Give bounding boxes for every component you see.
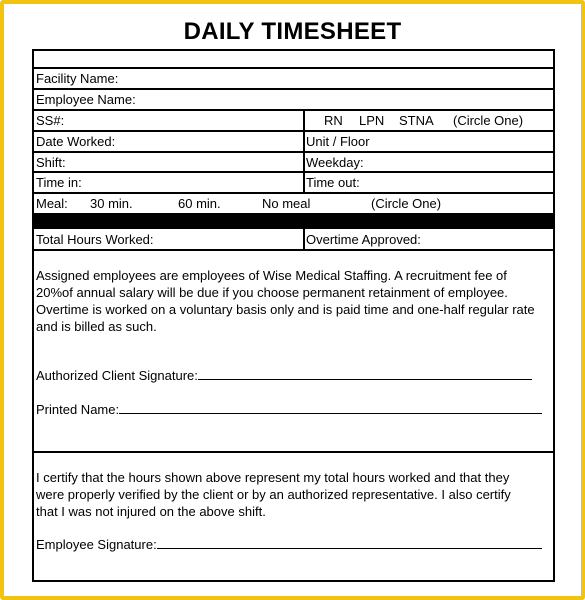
shift-label[interactable]: Shift: <box>36 154 66 170</box>
policy-line: 20%of annual salary will be due if you choose permanent retainment of employee. <box>36 285 508 300</box>
certification-line: I certify that the hours shown above represent my total hours worked and that they <box>36 470 510 485</box>
policy-line: Assigned employees are employees of Wise Medical Staffing. A recruitment fee of <box>36 268 507 283</box>
policy-section <box>34 251 553 453</box>
employee-name-row[interactable] <box>34 90 553 111</box>
shift-row <box>34 153 553 173</box>
hours-row <box>34 229 553 251</box>
timesheet-form <box>32 49 555 582</box>
separator-bar <box>34 213 553 229</box>
meal-option-60[interactable]: 60 min. <box>178 196 221 211</box>
certification-section <box>34 453 553 580</box>
ssn-row <box>34 111 553 132</box>
employee-name-label: Employee Name: <box>36 92 136 107</box>
employee-signature-line[interactable] <box>36 537 542 552</box>
column-divider <box>303 153 305 171</box>
role-lpn[interactable]: LPN <box>359 113 385 128</box>
certification-text <box>36 469 551 520</box>
meal-hint: (Circle One) <box>371 196 442 211</box>
client-signature-line[interactable] <box>36 368 532 383</box>
printed-name-label: Printed Name: <box>36 402 120 417</box>
column-divider <box>303 111 305 130</box>
employee-signature-rule[interactable] <box>157 537 542 549</box>
facility-name-row[interactable] <box>34 69 553 90</box>
role-stna[interactable]: STNA <box>399 113 434 128</box>
meal-row <box>34 194 553 213</box>
policy-line: and is billed as such. <box>36 319 157 334</box>
ssn-label[interactable]: SS#: <box>36 113 65 128</box>
printed-name-rule[interactable] <box>119 402 542 414</box>
client-signature-label: Authorized Client Signature: <box>36 368 198 383</box>
top-band <box>34 51 553 69</box>
meal-option-30[interactable]: 30 min. <box>90 196 133 211</box>
date-worked-label[interactable]: Date Worked: <box>36 134 116 149</box>
column-divider <box>303 173 305 192</box>
overtime-label[interactable]: Overtime Approved: <box>306 231 421 247</box>
time-in-label[interactable]: Time in: <box>36 175 82 190</box>
column-divider <box>303 229 305 249</box>
role-rn[interactable]: RN <box>324 113 343 128</box>
page-title: DAILY TIMESHEET <box>183 18 402 45</box>
date-worked-row <box>34 132 553 153</box>
role-hint: (Circle One) <box>453 113 524 128</box>
total-hours-label[interactable]: Total Hours Worked: <box>36 231 154 247</box>
facility-name-label: Facility Name: <box>36 71 119 86</box>
time-row <box>34 173 553 194</box>
client-signature-rule[interactable] <box>198 368 532 380</box>
meal-label: Meal: <box>36 196 68 211</box>
policy-line: Overtime is worked on a voluntary basis only and is paid time and one-half regular rate <box>36 302 535 317</box>
weekday-label[interactable]: Weekday: <box>306 154 364 170</box>
column-divider <box>303 132 305 151</box>
printed-name-line[interactable] <box>36 402 542 417</box>
time-out-label[interactable]: Time out: <box>306 175 360 190</box>
certification-line: were properly verified by the client or by an authorized representative. I also certify <box>36 487 511 502</box>
policy-text <box>36 267 551 335</box>
certification-line: that I was not injured on the above shift. <box>36 504 266 519</box>
unit-floor-label[interactable]: Unit / Floor <box>306 134 370 149</box>
meal-option-none[interactable]: No meal <box>262 196 311 211</box>
employee-signature-label: Employee Signature: <box>36 537 157 552</box>
